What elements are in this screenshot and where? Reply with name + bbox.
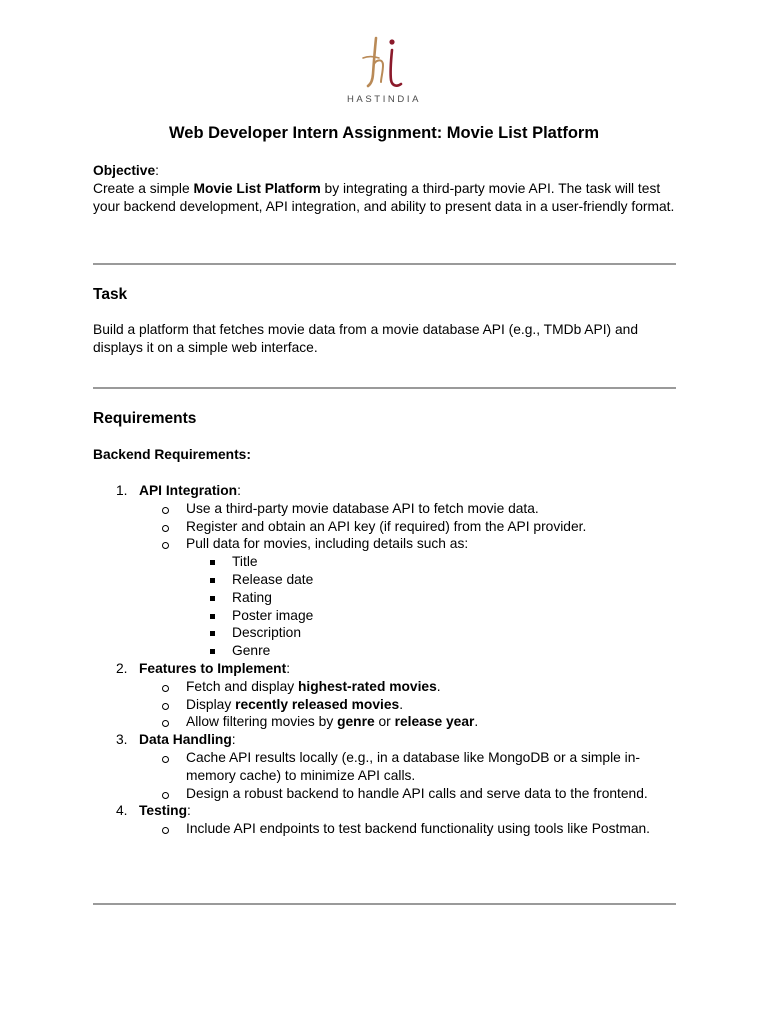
requirement-label: Data Handling	[139, 732, 232, 748]
square-bullet-icon	[210, 560, 215, 565]
detail-item: Title	[186, 553, 683, 571]
requirements-heading: Requirements	[93, 410, 197, 427]
detail-item: Description	[186, 624, 683, 642]
sub-item: Allow filtering movies by genre or release year.	[139, 713, 683, 731]
detail-item: Release date	[186, 571, 683, 589]
section-divider	[93, 903, 676, 905]
detail-item: Genre	[186, 642, 683, 660]
sub-list	[139, 820, 683, 838]
document-title: Web Developer Intern Assignment: Movie List Platform	[169, 124, 599, 142]
requirements-list	[93, 482, 683, 838]
requirement-label: Features to Implement	[139, 660, 287, 676]
company-logo	[340, 34, 428, 110]
objective-section	[93, 162, 683, 216]
sub-item: Register and obtain an API key (if required) from the API provider.	[139, 518, 683, 536]
requirement-item: 4. Testing: Include API endpoints to test backend functionality using tools like Postman.	[93, 802, 683, 838]
sub-list	[139, 678, 683, 731]
objective-paragraph: Create a simple Movie List Platform by integrating a third-party movie API. The task will test your backend development, API integration, and ability to present data in a user-friendly format.	[93, 181, 675, 214]
sub-list	[139, 749, 683, 802]
sub-item: Use a third-party movie database API to fetch movie data.	[139, 500, 683, 518]
objective-bold-term: Movie List Platform	[193, 181, 321, 196]
circle-bullet-icon	[162, 756, 169, 763]
task-paragraph: Build a platform that fetches movie data from a movie database API (e.g., TMDb API) and displays it on a simple web interface.	[93, 322, 638, 355]
requirements-section	[93, 410, 683, 838]
task-section	[93, 286, 683, 357]
square-bullet-icon	[210, 649, 215, 654]
section-divider	[93, 263, 676, 265]
requirement-label: API Integration	[139, 483, 238, 498]
logo-brand-text: HASTINDIA	[346, 94, 422, 105]
backend-requirements-heading: Backend Requirements:	[93, 447, 251, 462]
section-divider	[93, 387, 676, 389]
circle-bullet-icon	[162, 703, 169, 710]
square-bullet-icon	[210, 614, 215, 619]
objective-label-line: Objective:	[93, 163, 159, 178]
task-heading: Task	[93, 286, 128, 303]
sub-list	[139, 500, 683, 660]
square-bullet-icon	[210, 578, 215, 583]
circle-bullet-icon	[162, 542, 169, 549]
requirement-item: 3. Data Handling: Cache API results locally (e.g., in a database like MongoDB or a simple in-memory cache) to minimize API calls. Design a robust backend to handle API calls and serve data to the frontend.	[93, 731, 683, 802]
sub-item: Fetch and display highest-rated movies.	[139, 678, 683, 696]
objective-label: Objective	[93, 163, 156, 178]
square-bullet-icon	[210, 596, 215, 601]
detail-item: Rating	[186, 589, 683, 607]
sub-item: Include API endpoints to test backend functionality using tools like Postman.	[139, 820, 683, 838]
detail-list	[186, 553, 683, 660]
sub-item: Display recently released movies.	[139, 696, 683, 714]
requirement-item: 1. API Integration: Use a third-party movie database API to fetch movie data. Register and obtain an API key (if required) from the API provider. Pull data for movies, including details such as: Title Release date Rating Poster image Description Genre	[93, 482, 683, 660]
hi-monogram-icon	[359, 34, 409, 92]
requirement-label: Testing	[139, 803, 188, 819]
circle-bullet-icon	[162, 525, 169, 532]
detail-item: Poster image	[186, 607, 683, 625]
circle-bullet-icon	[162, 792, 169, 799]
square-bullet-icon	[210, 631, 215, 636]
circle-bullet-icon	[162, 685, 169, 692]
sub-item: Design a robust backend to handle API calls and serve data to the frontend.	[139, 785, 683, 803]
circle-bullet-icon	[162, 507, 169, 514]
sub-item: Cache API results locally (e.g., in a database like MongoDB or a simple in-memory cache) to minimize API calls.	[139, 749, 683, 785]
requirement-item: 2. Features to Implement: Fetch and display highest-rated movies. Display recently released movies. Allow filtering movies by genre or release year.	[93, 660, 683, 731]
circle-bullet-icon	[162, 720, 169, 727]
circle-bullet-icon	[162, 827, 169, 834]
sub-item: Pull data for movies, including details such as: Title Release date Rating Poster image Description Genre	[139, 535, 683, 660]
